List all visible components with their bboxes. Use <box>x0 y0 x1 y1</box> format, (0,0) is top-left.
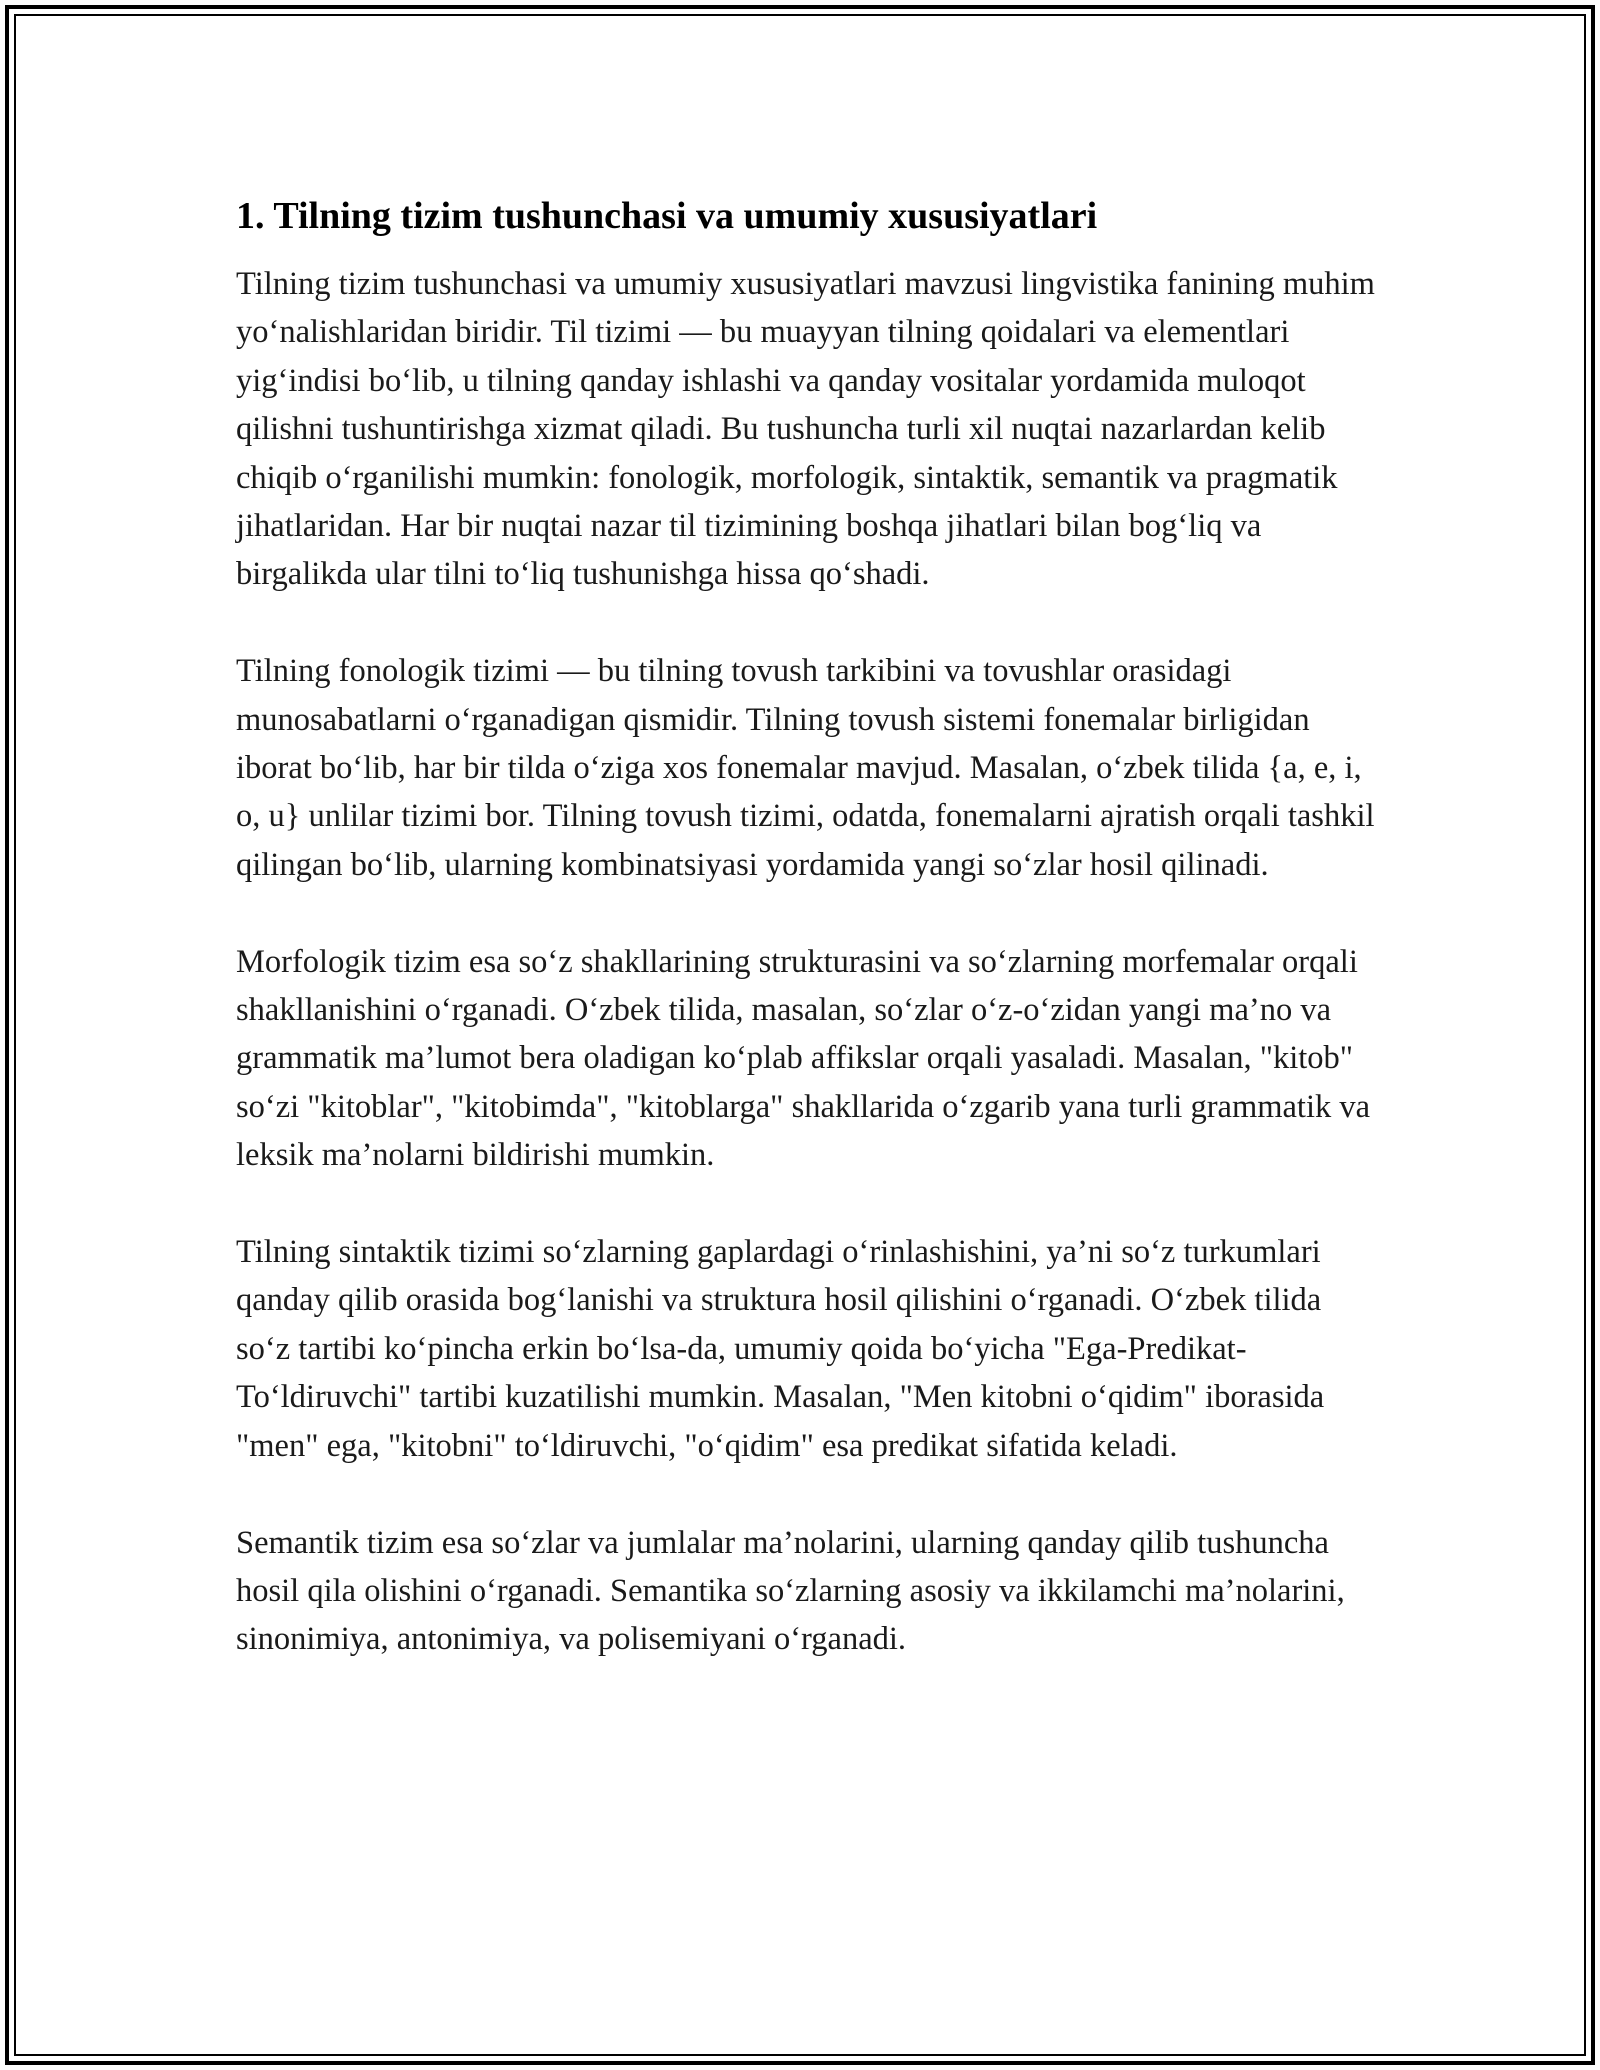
section-heading: 1. Tilning tizim tushunchasi va umumiy xususiyatlari <box>236 195 1098 237</box>
paragraph-syntax: Tilning sintaktik tizimi so‘zlarning gaplardagi o‘rinlashishini, ya’ni so‘z turkumlari qanday qilib orasida bog‘lanishi va struktura hosil qilishini o‘rganadi. O‘zbek tilida so‘z tartibi ko‘pincha erkin bo‘lsa-da, umumiy qoida bo‘yicha "Ega-Predikat-To‘ldiruvchi" tartibi kuzatilishi mumkin. Masalan, "Men kitobni o‘qidim" iborasida "men" ega, "kitobni" to‘ldiruvchi, "o‘qidim" esa predikat sifatida keladi. <box>236 1234 1325 1464</box>
paragraph-phonology: Tilning fonologik tizimi — bu tilning tovush tarkibini va tovushlar orasidagi munosabatlarni o‘rganadigan qismidir. Tilning tovush sistemi fonemalar birligidan iborat bo‘lib, har bir tilda o‘ziga xos fonemalar mavjud. Masalan, o‘zbek tilida {a, e, i, o, u} unlilar tizimi bor. Tilning tovush tizimi, odatda, fonemalarni ajratish orqali tashkil qilingan bo‘lib, ularning kombinatsiyasi yordamida yangi so‘zlar hosil qilinadi. <box>236 653 1375 883</box>
paragraph-intro: Tilning tizim tushunchasi va umumiy xususiyatlari mavzusi lingvistika fanining muhim yo‘nalishlaridan biridir. Til tizimi — bu muayyan tilning qoidalari va elementlari yig‘indisi bo‘lib, u tilning qanday ishlashi va qanday vositalar yordamida muloqot qilishni tushuntirishga xizmat qiladi. Bu tushuncha turli xil nuqtai nazarlardan kelib chiqib o‘rganilishi mumkin: fonologik, morfologik, sintaktik, semantik va pragmatik jihatlaridan. Har bir nuqtai nazar til tizimining boshqa jihatlari bilan bog‘liq va birgalikda ular tilni to‘liq tushunishga hissa qo‘shadi. <box>236 266 1375 593</box>
paragraph-morphology: Morfologik tizim esa so‘z shakllarining strukturasini va so‘zlarning morfemalar orqali shakllanishini o‘rganadi. O‘zbek tilida, masalan, so‘zlar o‘z-o‘zidan yangi ma’no va grammatik ma’lumot bera oladigan ko‘plab affikslar orqali yasaladi. Masalan, "kitob" so‘zi "kitoblar", "kitobimda", "kitoblarga" shakllarida o‘zgarib yana turli grammatik va leksik ma’nolarni bildirishi mumkin. <box>236 943 1371 1174</box>
paragraph-semantics: Semantik tizim esa so‘zlar va jumlalar ma’nolarini, ularning qanday qilib tushuncha hosil qila olishini o‘rganadi. Semantika so‘zlarning asosiy va ikkilamchi ma’nolarini, sinonimiya, antonimiya, va polisemiyani o‘rganadi. <box>236 1524 1345 1658</box>
document-body <box>236 188 1376 1712</box>
